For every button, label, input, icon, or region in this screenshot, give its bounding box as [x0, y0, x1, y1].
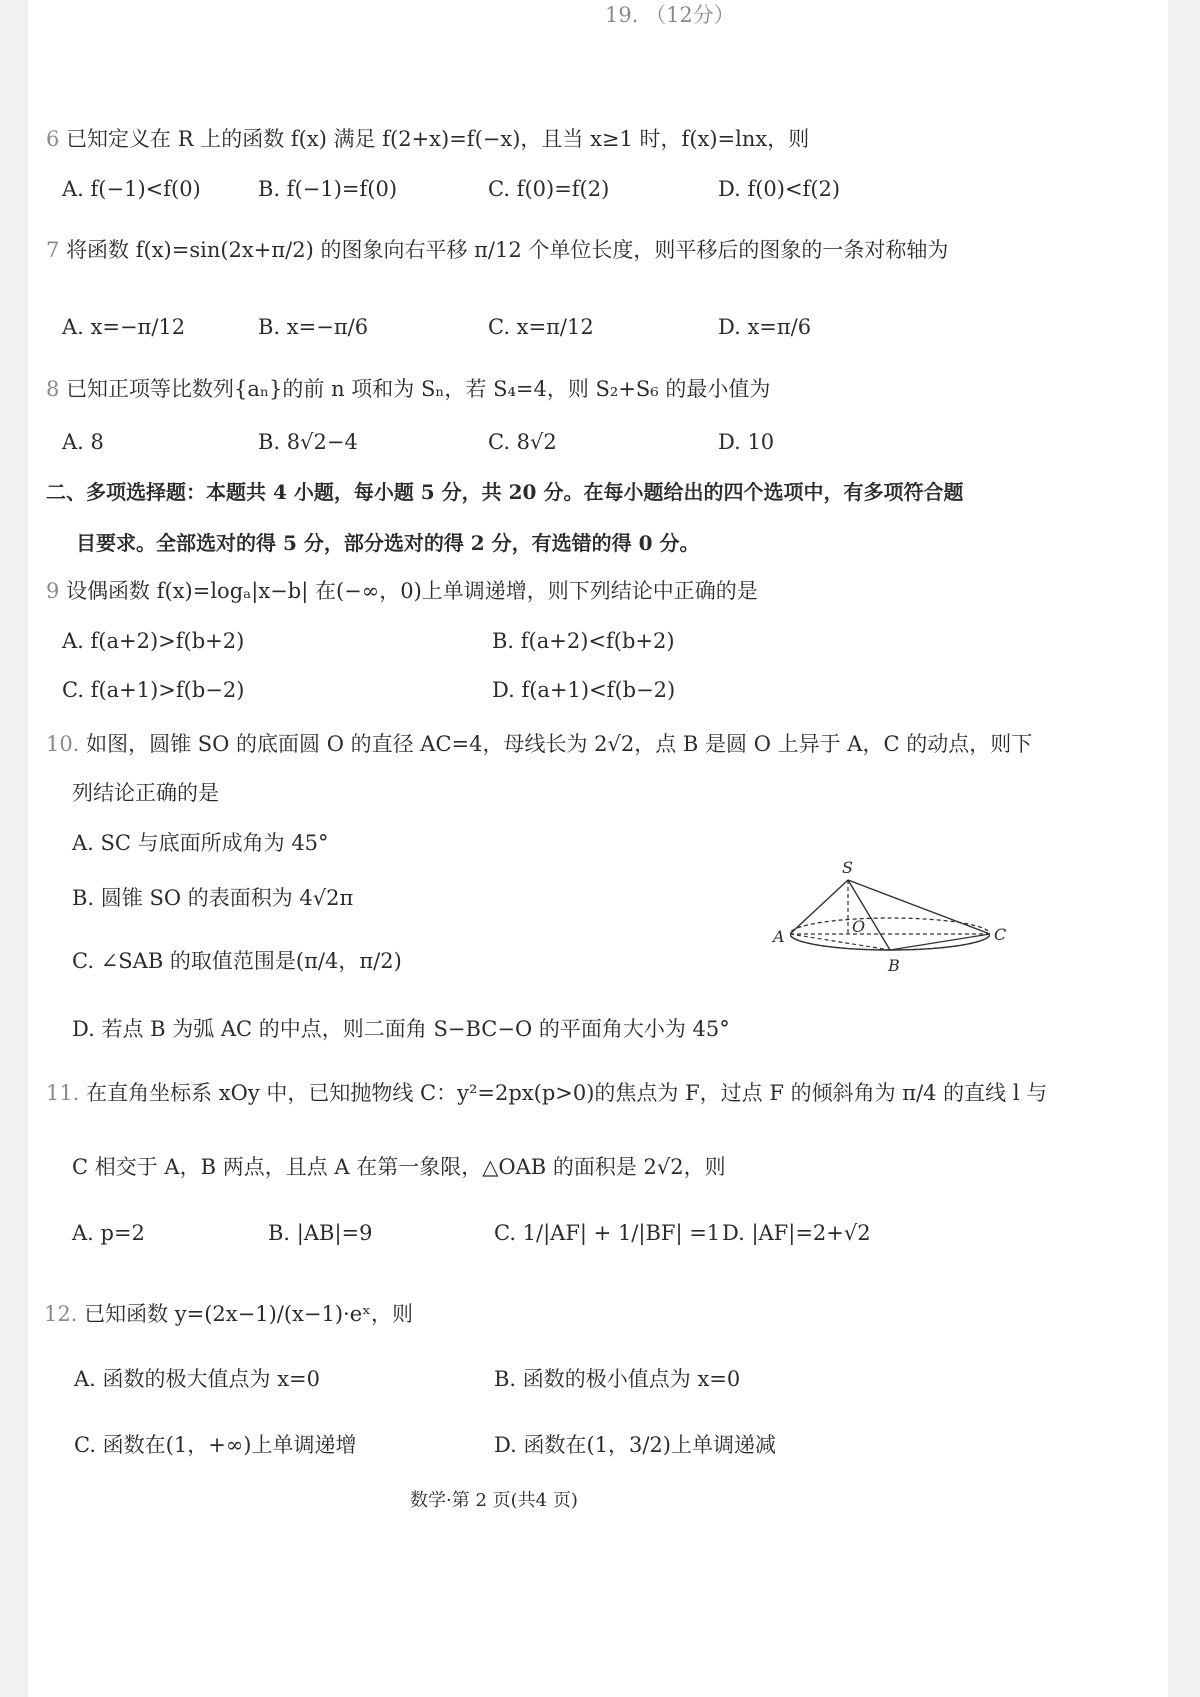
q12-option-a: A. 函数的极大值点为 x=0 — [74, 1367, 320, 1391]
q9-number: 9 — [46, 579, 60, 603]
q10-text-1: 如图，圆锥 SO 的底面圆 O 的直径 AC=4，母线长为 2√2，点 B 是圆 O 上异于 A，C 的动点，则下 — [86, 732, 1033, 756]
cone-label-c: C — [994, 925, 1007, 944]
q12-option-c: C. 函数在(1，+∞)上单调递增 — [74, 1433, 357, 1457]
header-fragment: 19. （12分） — [605, 3, 735, 27]
q11-stem-line2: C 相交于 A，B 两点，且点 A 在第一象限，△OAB 的面积是 2√2，则 — [72, 1155, 726, 1179]
q11-option-a: A. p=2 — [72, 1221, 145, 1245]
page-footer: 数学·第 2 页(共4 页) — [410, 1490, 578, 1511]
q10-stem-line1 — [46, 731, 1032, 757]
q6-option-c: C. f(0)=f(2) — [488, 177, 610, 201]
cone-edge-sc — [848, 880, 990, 934]
q8-number: 8 — [46, 377, 60, 401]
q7-option-a: A. x=−π/12 — [62, 315, 186, 339]
cone-label-a: A — [773, 927, 785, 946]
cone-base-front — [790, 934, 990, 950]
q6-stem — [46, 126, 809, 152]
q10-option-c: C. ∠SAB 的取值范围是(π/4，π/2) — [72, 949, 402, 973]
q10-option-b: B. 圆锥 SO 的表面积为 4√2π — [72, 886, 354, 910]
q8-option-c: C. 8√2 — [488, 430, 557, 454]
q9-text: 设偶函数 f(x)=logₐ|x−b| 在(−∞，0)上单调递增，则下列结论中正确的是 — [66, 579, 758, 603]
q12-text: 已知函数 y=(2x−1)/(x−1)·eˣ，则 — [84, 1302, 414, 1326]
q11-option-c: C. 1/|AF| + 1/|BF| =1 — [494, 1221, 721, 1245]
q10-stem-line2: 列结论正确的是 — [72, 781, 219, 805]
q10-number: 10. — [46, 732, 80, 756]
q9-option-a: A. f(a+2)>f(b+2) — [62, 629, 245, 653]
q6-option-a: A. f(−1)<f(0) — [62, 177, 201, 201]
q11-text-1: 在直角坐标系 xOy 中，已知抛物线 C：y²=2px(p>0)的焦点为 F，过点 F 的倾斜角为 π/4 的直线 l 与 — [86, 1081, 1048, 1105]
q12-number: 12. — [44, 1302, 78, 1326]
q8-text: 已知正项等比数列{aₙ}的前 n 项和为 Sₙ，若 S₄=4，则 S₂+S₆ 的最小值为 — [66, 377, 771, 401]
q12-option-d: D. 函数在(1，3/2)上单调递减 — [494, 1433, 776, 1457]
q9-option-b: B. f(a+2)<f(b+2) — [492, 629, 675, 653]
section2-line2: 目要求。全部选对的得 5 分，部分选对的得 2 分，有选错的得 0 分。 — [76, 531, 700, 555]
q12-stem — [44, 1301, 413, 1327]
q11-option-d: D. |AF|=2+√2 — [722, 1221, 871, 1245]
cone-label-o: O — [852, 917, 866, 936]
section2-line1: 二、多项选择题：本题共 4 小题，每小题 5 分，共 20 分。在每小题给出的四个选项中，有多项符合题 — [46, 480, 964, 504]
cone-label-s: S — [842, 858, 853, 877]
q7-number: 7 — [46, 238, 60, 262]
cone-edge-sa — [790, 880, 848, 934]
q11-stem-line1 — [46, 1080, 1047, 1106]
q6-number: 6 — [46, 127, 60, 151]
q7-option-d: D. x=π/6 — [718, 315, 812, 339]
q7-stem — [46, 237, 948, 263]
q10-option-d: D. 若点 B 为弧 AC 的中点，则二面角 S−BC−O 的平面角大小为 45° — [72, 1017, 730, 1041]
q11-number: 11. — [46, 1081, 80, 1105]
q7-option-c: C. x=π/12 — [488, 315, 594, 339]
q6-text: 已知定义在 R 上的函数 f(x) 满足 f(2+x)=f(−x)，且当 x≥1 时，f(x)=lnx，则 — [66, 127, 810, 151]
q9-option-d: D. f(a+1)<f(b−2) — [492, 678, 676, 702]
q8-stem — [46, 376, 770, 402]
q8-option-d: D. 10 — [718, 430, 775, 454]
q6-option-b: B. f(−1)=f(0) — [258, 177, 398, 201]
q8-option-b: B. 8√2−4 — [258, 430, 358, 454]
q7-option-b: B. x=−π/6 — [258, 315, 369, 339]
q6-option-d: D. f(0)<f(2) — [718, 177, 841, 201]
q12-option-b: B. 函数的极小值点为 x=0 — [494, 1367, 741, 1391]
q9-option-c: C. f(a+1)>f(b−2) — [62, 678, 245, 702]
q8-option-a: A. 8 — [62, 430, 104, 454]
q7-text: 将函数 f(x)=sin(2x+π/2) 的图象向右平移 π/12 个单位长度，则平移后的图象的一条对称轴为 — [66, 238, 949, 262]
cone-label-b: B — [888, 956, 900, 975]
q9-stem — [46, 578, 758, 604]
q11-option-b: B. |AB|=9 — [268, 1221, 373, 1245]
q10-option-a: A. SC 与底面所成角为 45° — [72, 831, 329, 855]
